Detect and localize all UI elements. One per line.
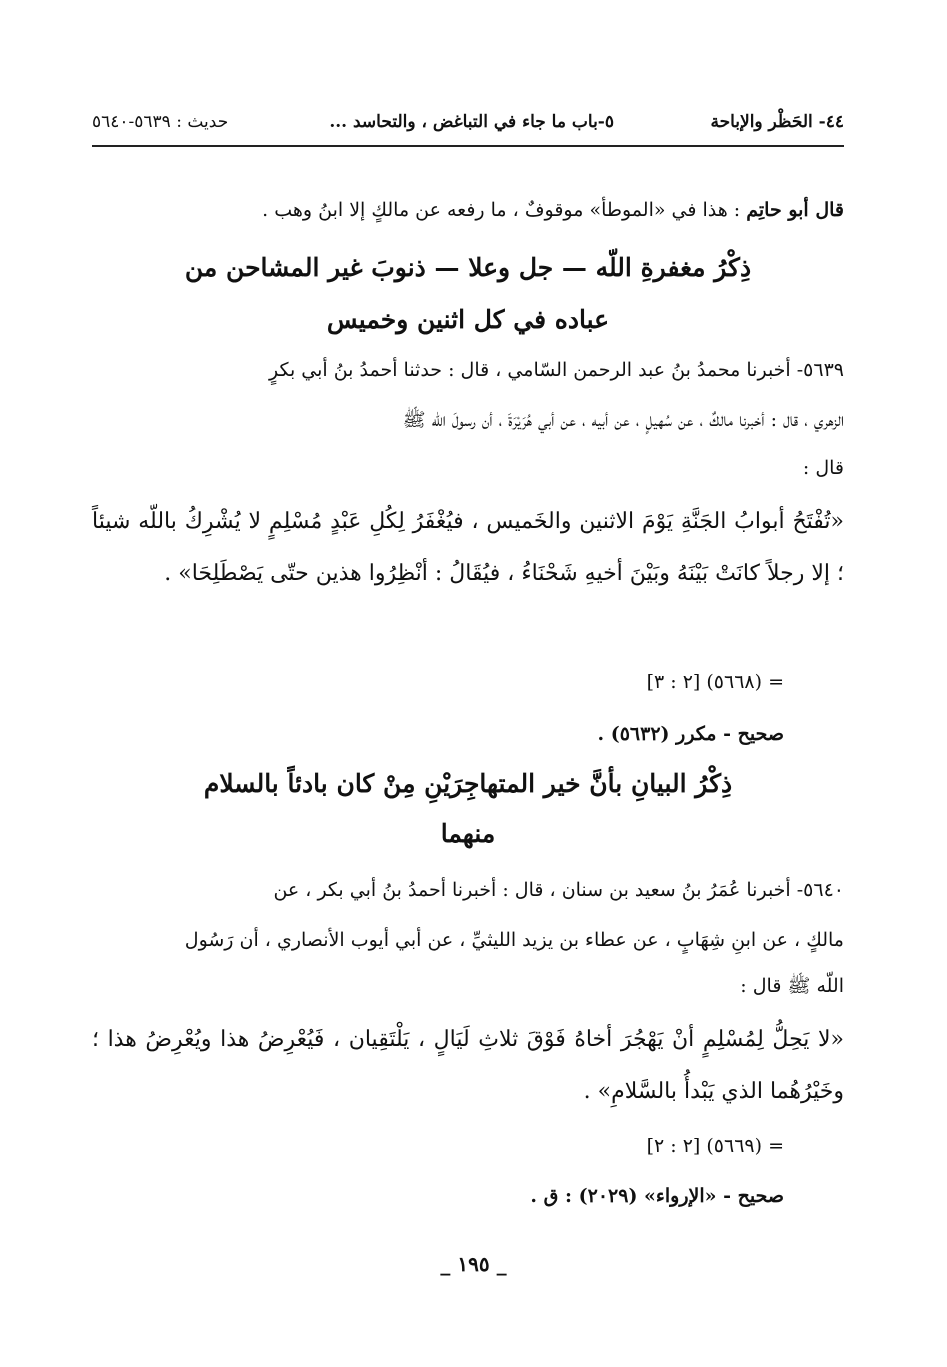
- grade-5640: صحيح - «الإرواء» (٢٠٢٩) : ق .: [530, 1185, 784, 1207]
- speaker-label: قال أبو حاتِم: [746, 199, 844, 221]
- header-rule: [92, 145, 844, 147]
- chapter-title: ٤٤- الحَظْر والإباحة: [710, 112, 844, 132]
- running-header: [92, 108, 844, 138]
- isnad-5639-line2: الزهري ، قال : أخبرنا مالكٌ ، عن سُهيلٍ ، عن أبيه ، عن أبي هُرَيْرَةَ ، أن رسولَ اللّه ﷺ: [402, 409, 844, 431]
- isnad-5639-line3: قال :: [802, 457, 844, 479]
- isnad-5640-line3: اللّه ﷺ قال :: [740, 975, 844, 997]
- matn-5640: «لا يَحِلُّ لِمُسْلِمٍ أنْ يَهْجُرَ أخاهُ فَوْقَ ثلاثِ لَيَالٍ ، يَلْتَقِيان ، فَيُعْرِضُ هذا ويُعْرِضُ هذا ؛ وخَيْرُهُما الذي يَبْدأُ بالسَّلامِ» .: [92, 1027, 844, 1104]
- chapter-heading-1-line2: عباده في كل اثنين وخميس: [326, 305, 610, 334]
- abu-hatim-note: [92, 192, 844, 228]
- isnad-5640-line2: مالكٍ ، عن ابنِ شِهَابٍ ، عن عطاء بن يزيد الليثيِّ ، عن أبي أيوب الأنصاري ، أن رَسُول: [184, 929, 844, 951]
- chapter-heading-1-line1: ذِكْرُ مغفرةِ اللّه — جل وعلا — ذنوبَ غير المشاحن من: [184, 253, 752, 282]
- ref-5640: = (٥٦٦٩) [٢ : ٢]: [646, 1135, 784, 1157]
- isnad-5640-line1: ٥٦٤٠- أخبرنا عُمَرُ بنُ سعيد بن سنان ، قال : أخبرنا أحمدُ بنُ أبي بكر ، عن: [273, 879, 844, 901]
- isnad-5639-line1: ٥٦٣٩- أخبرنا محمدُ بنُ عبد الرحمن السّامي ، قال : حدثنا أحمدُ بنُ أبي بكرٍ: [268, 359, 844, 381]
- hadith-range: حديث : ٥٦٣٩-٥٦٤٠: [92, 112, 229, 132]
- page-number: _ ١٩٥ _: [440, 1252, 507, 1276]
- ref-5639: = (٥٦٦٨) [٢ : ٣]: [646, 671, 784, 693]
- note-text: : هذا في «الموطأ» موقوفٌ ، ما رفعه عن مالكٍ إلا ابنُ وهب .: [262, 199, 747, 221]
- section-title: ٥-باب ما جاء في التباغض ، والتحاسد ...: [329, 112, 614, 132]
- matn-5639: «تُفْتَحُ أبوابُ الجَنَّةِ يَوْمَ الاثنين والخَميس ، فيُغْفَرُ لِكُلِ عَبْدٍ مُسْلِمٍ لا يُشْرِكُ باللّه شيئاً ؛ إلا رجلاً كانَتْ بَيْنَهُ وبَيْنَ أخيهِ شَحْنَاءُ ، فيُقَالُ : أنْظِرُوا هذين حتّى يَصْطَلِحَا» .: [92, 509, 844, 586]
- chapter-heading-2-line1: ذِكْرُ البيانِ بأنَّ خير المتهاجِرَيْنِ مِنْ كان بادئاً بالسلام: [203, 769, 733, 798]
- grade-5639: صحيح - مكرر (٥٦٣٢) .: [597, 723, 784, 745]
- chapter-heading-2-line2: منهما: [440, 819, 496, 848]
